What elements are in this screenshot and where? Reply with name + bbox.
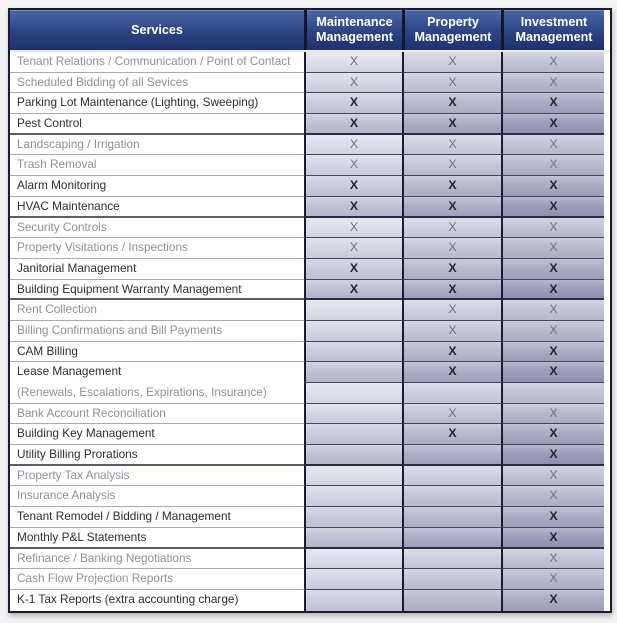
table-row bbox=[10, 114, 610, 135]
x-mark: X bbox=[549, 571, 558, 586]
x-mark: X bbox=[448, 426, 457, 441]
investment-mark-cell bbox=[501, 52, 604, 73]
table-row bbox=[10, 197, 610, 218]
x-mark: X bbox=[448, 95, 457, 110]
investment-mark-cell bbox=[501, 73, 604, 94]
x-mark: X bbox=[549, 447, 558, 462]
x-mark: X bbox=[349, 157, 359, 172]
table-row bbox=[10, 342, 610, 363]
x-mark: X bbox=[549, 178, 558, 193]
x-mark: X bbox=[349, 219, 359, 234]
x-mark: X bbox=[349, 178, 359, 193]
x-mark: X bbox=[448, 219, 457, 234]
investment-mark-cell bbox=[501, 218, 604, 239]
service-label: Rent Collection bbox=[10, 300, 304, 321]
maintenance-mark-cell bbox=[304, 259, 402, 280]
x-mark: X bbox=[549, 260, 558, 275]
x-mark: X bbox=[349, 95, 359, 110]
x-mark: X bbox=[448, 136, 457, 151]
investment-mark-cell bbox=[501, 197, 604, 218]
x-mark: X bbox=[349, 198, 359, 213]
investment-mark-cell bbox=[501, 321, 604, 342]
table-row bbox=[10, 238, 610, 259]
service-label: Billing Confirmations and Bill Payments bbox=[10, 321, 304, 342]
maintenance-mark-cell bbox=[304, 486, 402, 507]
investment-mark-cell bbox=[501, 155, 604, 176]
header-services bbox=[10, 10, 304, 50]
service-label: Property Tax Analysis bbox=[10, 466, 304, 487]
investment-mark-cell bbox=[501, 549, 604, 570]
maintenance-mark-cell bbox=[304, 280, 402, 301]
service-label: Bank Account Reconciliation bbox=[10, 404, 304, 425]
service-label: Cash Flow Projection Reports bbox=[10, 569, 304, 590]
x-mark: X bbox=[549, 136, 558, 151]
header-property-label: Property Management bbox=[414, 15, 492, 44]
investment-mark-cell bbox=[501, 424, 604, 445]
property-mark-cell bbox=[402, 362, 501, 383]
header-property-management bbox=[402, 10, 501, 50]
property-mark-cell bbox=[402, 155, 501, 176]
service-label: Monthly P&L Statements bbox=[10, 528, 304, 549]
property-mark-cell bbox=[402, 197, 501, 218]
x-mark: X bbox=[448, 157, 457, 172]
x-mark: X bbox=[448, 116, 457, 131]
property-mark-cell bbox=[402, 176, 501, 197]
investment-mark-cell bbox=[501, 445, 604, 466]
header-investment-management bbox=[501, 10, 604, 50]
maintenance-mark-cell bbox=[304, 321, 402, 342]
property-mark-cell bbox=[402, 73, 501, 94]
x-mark: X bbox=[448, 198, 457, 213]
x-mark: X bbox=[549, 509, 558, 524]
investment-mark-cell bbox=[501, 342, 604, 363]
service-label: K-1 Tax Reports (extra accounting charge) bbox=[10, 590, 304, 611]
investment-mark-cell bbox=[501, 300, 604, 321]
table-row bbox=[10, 569, 610, 590]
service-label: (Renewals, Escalations, Expirations, Insurance) bbox=[10, 383, 304, 404]
table-row bbox=[10, 259, 610, 280]
investment-mark-cell bbox=[501, 238, 604, 259]
table-row bbox=[10, 155, 610, 176]
property-mark-cell bbox=[402, 569, 501, 590]
property-mark-cell bbox=[402, 383, 501, 404]
table-row bbox=[10, 424, 610, 445]
table-row bbox=[10, 93, 610, 114]
table-row bbox=[10, 383, 610, 404]
property-mark-cell bbox=[402, 549, 501, 570]
table-row bbox=[10, 466, 610, 487]
table-body bbox=[10, 52, 610, 611]
x-mark: X bbox=[349, 136, 359, 151]
service-label: Landscaping / Irrigation bbox=[10, 135, 304, 156]
maintenance-mark-cell bbox=[304, 404, 402, 425]
table-row bbox=[10, 135, 610, 156]
service-label: Lease Management bbox=[10, 362, 304, 383]
x-mark: X bbox=[549, 550, 558, 565]
investment-mark-cell bbox=[501, 383, 604, 404]
property-mark-cell bbox=[402, 507, 501, 528]
table-row bbox=[10, 73, 610, 94]
investment-mark-cell bbox=[501, 590, 604, 611]
x-mark: X bbox=[549, 364, 558, 379]
investment-mark-cell bbox=[501, 528, 604, 549]
maintenance-mark-cell bbox=[304, 362, 402, 383]
x-mark: X bbox=[448, 364, 457, 379]
maintenance-mark-cell bbox=[304, 549, 402, 570]
x-mark: X bbox=[448, 343, 457, 358]
maintenance-mark-cell bbox=[304, 73, 402, 94]
x-mark: X bbox=[349, 54, 359, 68]
property-mark-cell bbox=[402, 218, 501, 239]
x-mark: X bbox=[549, 322, 558, 337]
investment-mark-cell bbox=[501, 466, 604, 487]
maintenance-mark-cell bbox=[304, 445, 402, 466]
service-label: Parking Lot Maintenance (Lighting, Sweeping) bbox=[10, 93, 304, 114]
property-mark-cell bbox=[402, 590, 501, 611]
maintenance-mark-cell bbox=[304, 300, 402, 321]
x-mark: X bbox=[448, 405, 457, 420]
x-mark: X bbox=[349, 281, 359, 296]
property-mark-cell bbox=[402, 259, 501, 280]
investment-mark-cell bbox=[501, 93, 604, 114]
service-label: Alarm Monitoring bbox=[10, 176, 304, 197]
investment-mark-cell bbox=[501, 280, 604, 301]
table-row bbox=[10, 52, 610, 73]
service-label: Security Controls bbox=[10, 218, 304, 239]
table-row bbox=[10, 590, 610, 611]
property-mark-cell bbox=[402, 280, 501, 301]
property-mark-cell bbox=[402, 466, 501, 487]
x-mark: X bbox=[549, 281, 558, 296]
maintenance-mark-cell bbox=[304, 176, 402, 197]
table-row bbox=[10, 404, 610, 425]
maintenance-mark-cell bbox=[304, 569, 402, 590]
x-mark: X bbox=[448, 260, 457, 275]
service-label: Refinance / Banking Negotiations bbox=[10, 549, 304, 570]
x-mark: X bbox=[549, 219, 558, 234]
x-mark: X bbox=[448, 178, 457, 193]
property-mark-cell bbox=[402, 93, 501, 114]
maintenance-mark-cell bbox=[304, 93, 402, 114]
maintenance-mark-cell bbox=[304, 383, 402, 404]
header-services-label: Services bbox=[131, 22, 183, 37]
property-mark-cell bbox=[402, 135, 501, 156]
header-maintenance-label: Maintenance Management bbox=[316, 15, 393, 44]
x-mark: X bbox=[448, 74, 457, 89]
header-maintenance-management bbox=[304, 10, 402, 50]
maintenance-mark-cell bbox=[304, 528, 402, 549]
table-row bbox=[10, 300, 610, 321]
property-mark-cell bbox=[402, 528, 501, 549]
property-mark-cell bbox=[402, 486, 501, 507]
maintenance-mark-cell bbox=[304, 590, 402, 611]
service-label: Building Key Management bbox=[10, 424, 304, 445]
table-row bbox=[10, 280, 610, 301]
maintenance-mark-cell bbox=[304, 342, 402, 363]
service-label: Janitorial Management bbox=[10, 259, 304, 280]
x-mark: X bbox=[549, 488, 558, 503]
maintenance-mark-cell bbox=[304, 507, 402, 528]
property-mark-cell bbox=[402, 321, 501, 342]
property-mark-cell bbox=[402, 424, 501, 445]
x-mark: X bbox=[549, 405, 558, 420]
table-row bbox=[10, 362, 610, 383]
table-row bbox=[10, 549, 610, 570]
x-mark: X bbox=[549, 591, 558, 606]
investment-mark-cell bbox=[501, 362, 604, 383]
service-label: Insurance Analysis bbox=[10, 486, 304, 507]
x-mark: X bbox=[549, 157, 558, 172]
service-label: Tenant Relations / Communication / Point of Contact bbox=[10, 52, 304, 73]
x-mark: X bbox=[448, 281, 457, 296]
property-mark-cell bbox=[402, 114, 501, 135]
service-label: Scheduled Bidding of all Sevices bbox=[10, 73, 304, 94]
service-label: Utility Billing Prorations bbox=[10, 445, 304, 466]
investment-mark-cell bbox=[501, 507, 604, 528]
x-mark: X bbox=[549, 426, 558, 441]
x-mark: X bbox=[549, 343, 558, 358]
investment-mark-cell bbox=[501, 404, 604, 425]
x-mark: X bbox=[448, 54, 457, 68]
table-row bbox=[10, 507, 610, 528]
service-label: CAM Billing bbox=[10, 342, 304, 363]
header-investment-label: Investment Management bbox=[515, 15, 593, 44]
x-mark: X bbox=[349, 240, 359, 255]
services-comparison-table bbox=[8, 8, 612, 613]
x-mark: X bbox=[448, 302, 457, 317]
x-mark: X bbox=[549, 302, 558, 317]
investment-mark-cell bbox=[501, 114, 604, 135]
property-mark-cell bbox=[402, 52, 501, 73]
table-row bbox=[10, 528, 610, 549]
x-mark: X bbox=[549, 198, 558, 213]
service-label: Building Equipment Warranty Management bbox=[10, 280, 304, 301]
table-row bbox=[10, 445, 610, 466]
service-label: Tenant Remodel / Bidding / Management bbox=[10, 507, 304, 528]
x-mark: X bbox=[448, 322, 457, 337]
investment-mark-cell bbox=[501, 486, 604, 507]
x-mark: X bbox=[349, 116, 359, 131]
investment-mark-cell bbox=[501, 135, 604, 156]
x-mark: X bbox=[549, 467, 558, 482]
x-mark: X bbox=[549, 116, 558, 131]
x-mark: X bbox=[549, 95, 558, 110]
x-mark: X bbox=[549, 240, 558, 255]
property-mark-cell bbox=[402, 238, 501, 259]
x-mark: X bbox=[549, 529, 558, 544]
maintenance-mark-cell bbox=[304, 238, 402, 259]
x-mark: X bbox=[448, 240, 457, 255]
property-mark-cell bbox=[402, 300, 501, 321]
maintenance-mark-cell bbox=[304, 114, 402, 135]
investment-mark-cell bbox=[501, 176, 604, 197]
property-mark-cell bbox=[402, 445, 501, 466]
maintenance-mark-cell bbox=[304, 424, 402, 445]
service-label: HVAC Maintenance bbox=[10, 197, 304, 218]
maintenance-mark-cell bbox=[304, 218, 402, 239]
x-mark: X bbox=[549, 74, 558, 89]
service-label: Trash Removal bbox=[10, 155, 304, 176]
maintenance-mark-cell bbox=[304, 52, 402, 73]
property-mark-cell bbox=[402, 342, 501, 363]
table-row bbox=[10, 176, 610, 197]
investment-mark-cell bbox=[501, 569, 604, 590]
maintenance-mark-cell bbox=[304, 466, 402, 487]
service-label: Pest Control bbox=[10, 114, 304, 135]
table-header-row bbox=[10, 10, 610, 52]
table-row bbox=[10, 218, 610, 239]
property-mark-cell bbox=[402, 404, 501, 425]
x-mark: X bbox=[349, 74, 359, 89]
maintenance-mark-cell bbox=[304, 197, 402, 218]
x-mark: X bbox=[549, 54, 558, 68]
maintenance-mark-cell bbox=[304, 155, 402, 176]
investment-mark-cell bbox=[501, 259, 604, 280]
x-mark: X bbox=[349, 260, 359, 275]
service-label: Property Visitations / Inspections bbox=[10, 238, 304, 259]
table-row bbox=[10, 321, 610, 342]
maintenance-mark-cell bbox=[304, 135, 402, 156]
table-row bbox=[10, 486, 610, 507]
